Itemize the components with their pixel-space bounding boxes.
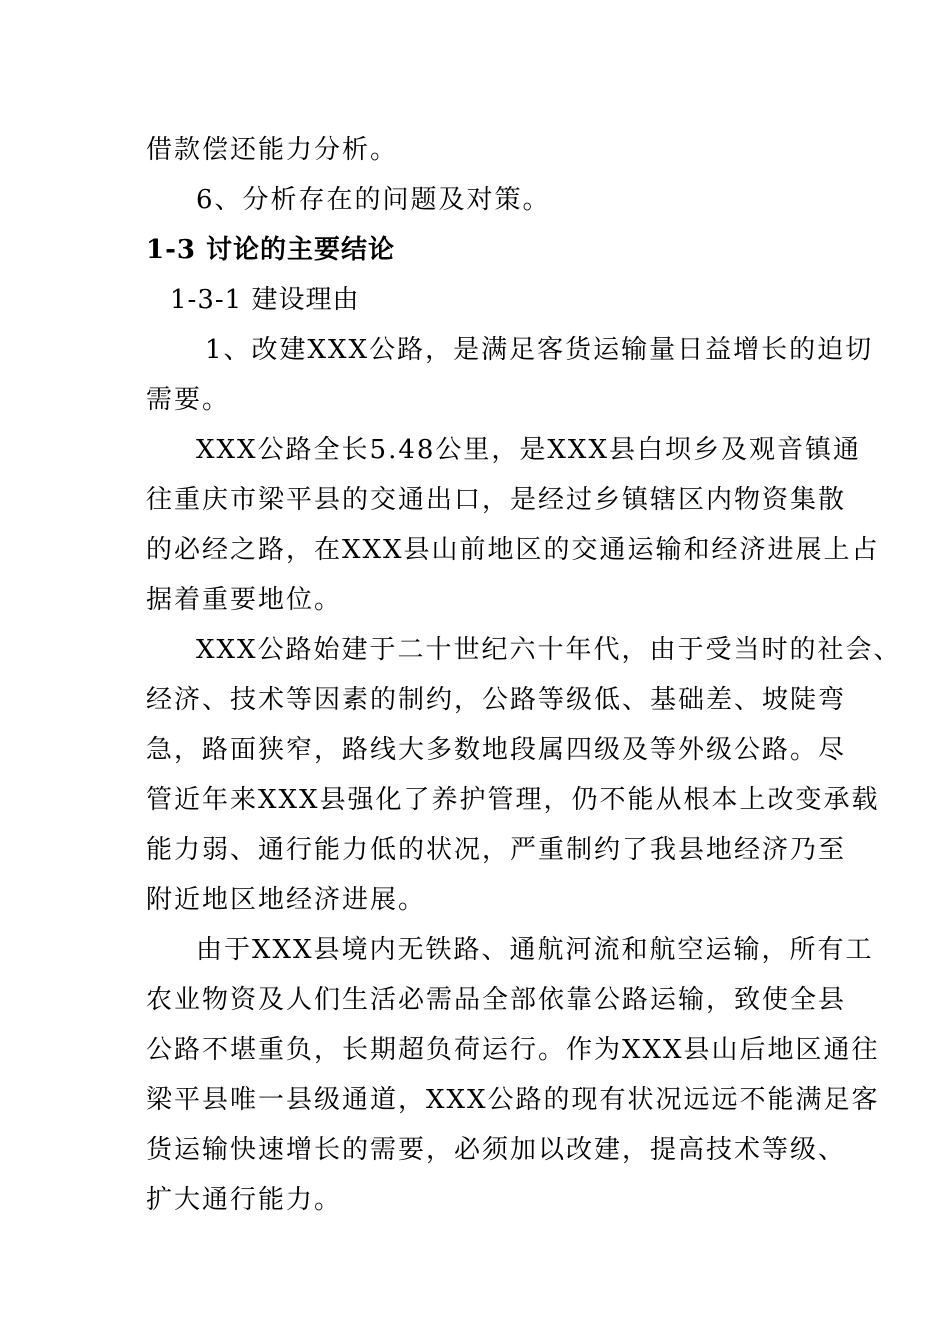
paragraph-line: 附近地区地经济进展。: [146, 885, 427, 915]
paragraph-line: 农业物资及人们生活必需品全部依靠公路运输，致使全县: [146, 985, 847, 1015]
paragraph-line: 往重庆市梁平县的交通出口，是经过乡镇辖区内物资集散: [146, 485, 847, 515]
paragraph-line: XXX公路全长5.48公里，是XXX县白坝乡及观音镇通: [196, 435, 861, 465]
paragraph-line: 急，路面狭窄，路线大多数地段属四级及等外级公路。尽: [146, 735, 847, 765]
paragraph-line: XXX公路始建于二十世纪六十年代，由于受当时的社会、: [196, 635, 902, 665]
paragraph-line: 扩大通行能力。: [146, 1185, 343, 1215]
paragraph-line: 公路不堪重负，长期超负荷运行。作为XXX县山后地区通往: [146, 1035, 880, 1065]
paragraph-line: 能力弱、通行能力低的状况，严重制约了我县地经济乃至: [146, 835, 847, 865]
subsection-heading: 1-3-1 建设理由: [170, 285, 360, 315]
paragraph-line: 据着重要地位。: [146, 585, 343, 615]
paragraph-line: 货运输快速增长的需要，必须加以改建，提高技术等级、: [146, 1135, 847, 1165]
paragraph-line: 管近年来XXX县强化了养护管理，仍不能从根本上改变承载: [146, 785, 880, 815]
paragraph-line: 的必经之路，在XXX县山前地区的交通运输和经济进展上占: [146, 535, 880, 565]
paragraph-line: 由于XXX县境内无铁路、通航河流和航空运输，所有工: [196, 935, 874, 965]
list-item-6: 6、分析存在的问题及对策。: [196, 185, 551, 215]
paragraph-line: 梁平县唯一县级通道，XXX公路的现有状况远远不能满足客: [146, 1085, 880, 1115]
section-heading: 1-3 讨论的主要结论: [146, 235, 396, 265]
list-item-1: 1、改建XXX公路，是满足客货运输量日益增长的迫切: [205, 335, 874, 365]
text-line: 借款偿还能力分析。: [146, 135, 399, 165]
paragraph-line: 经济、技术等因素的制约，公路等级低、基础差、坡陡弯: [146, 685, 847, 715]
text-line: 需要。: [146, 385, 231, 415]
